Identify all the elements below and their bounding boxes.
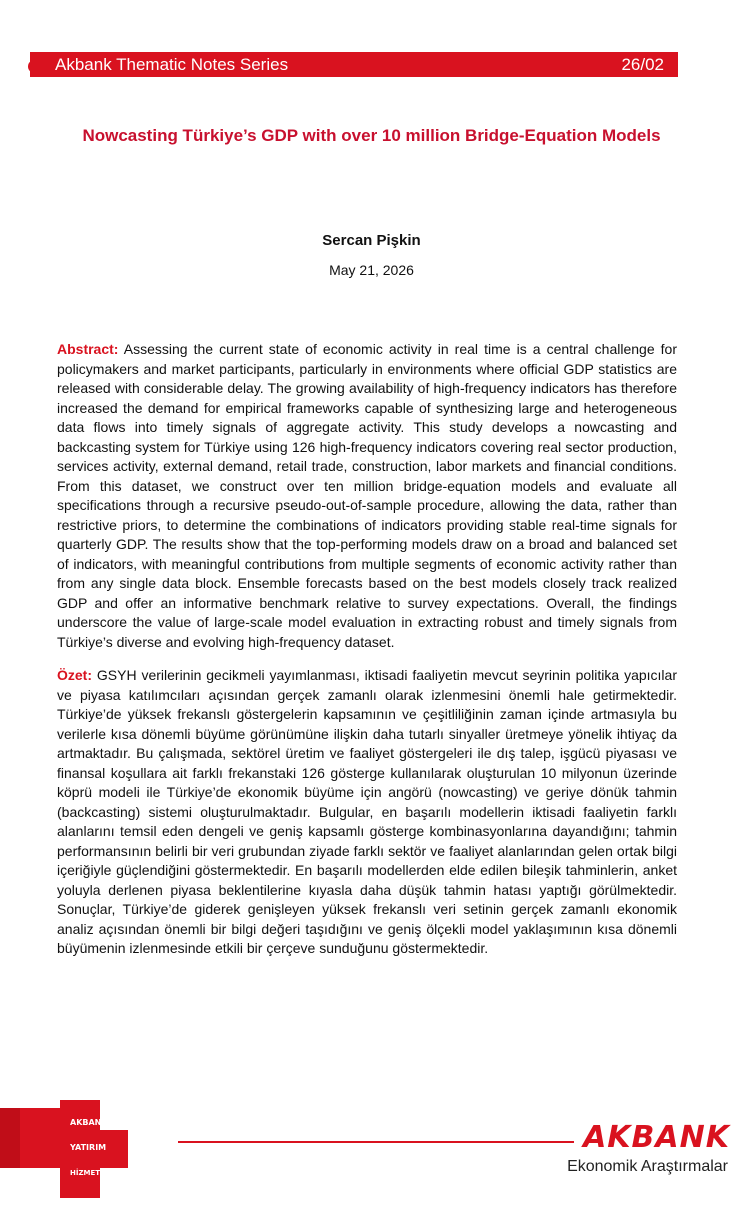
akbank-brand-logo: AKBANK bbox=[583, 1120, 730, 1155]
abstract-paragraph bbox=[57, 340, 677, 652]
ozet-paragraph bbox=[57, 666, 677, 959]
series-title: Akbank Thematic Notes Series bbox=[55, 55, 289, 74]
ozet-text: GSYH verilerinin gecikmeli yayımlanması, iktisadi faaliyetin mevcut seyrinin politika yapıcılar ve piyasa katılımcıları açısından gerçek zamanlı olarak izlenmesini önemli hale getirmektedir. Türkiye’de yüksek frekanslı göstergelerin kapsamının ve çeşitliliğinin zaman içinde artmasıyla bu verilerle kısa dönemli büyüme görünümüne ilişkin daha tutarlı sinyaller üretmeye yönelik ihtiyaç da artmaktadır. Bu çalışmada, sektörel üretim ve faaliyet göstergeleri ile dış talep, işgücü piyasası ve finansal koşullara ait farklı frekanstaki 126 gösterge kullanılarak oluşturulan 10 milyonun üzerinde köprü modeli ile Türkiye’de ekonomik büyüme için angörü (nowcasting) ve geriye dönük tahmin (backcasting) sistemi oluşturulmaktadır. Bulgular, en başarılı modellerin iktisadi faaliyetin farklı alanlarını temsil eden dengeli ve geniş kapsamlı gösterge kombinasyonlarına dayandığını; tahmin performansının belirli bir veri grubundan ziyade farklı sektör ve faaliyet alanlarından gelen ortak bilgi içeriğiyle güçlendiğini göstermektedir. En başarılı modellerden elde edilen bileşik tahminlerin, anket yoluyla derlenen piyasa beklentilerine kıyasla daha düşük tahmin hatası yaptığı görülmektedir. Sonuçlar, Türkiye’de giderek genişleyen yüksek frekanslı veri setinin gerçek zamanlı ekonomik analiz açısından önemli bir bilgi değeri taşıdığını ve geniş ölçekli model yaklaşımının kısa dönemli büyümenin izlenmesinde etkili bir çerçeve sunduğunu göstermektedir. bbox=[57, 667, 677, 956]
publication-date: May 21, 2026 bbox=[329, 262, 414, 278]
research-unit-label: Ekonomik Araştırmalar bbox=[567, 1158, 728, 1175]
ozet-label: Özet: bbox=[57, 667, 92, 683]
akbank-yatirim-logo bbox=[0, 1090, 160, 1205]
logo-line-2: YATIRIM bbox=[70, 1143, 107, 1152]
logo-line-3: HİZMETLERİ bbox=[70, 1169, 118, 1177]
series-header bbox=[30, 52, 678, 77]
abstract-text: Assessing the current state of economic activity in real time is a central challenge for policymakers and market participants, particularly in environments where official GDP statistics are released with considerable delay. The growing availability of high-frequency indicators has therefore increased the demand for empirical frameworks capable of synthesizing large and heterogeneous data flows into timely signals of aggregate activity. This study develops a nowcasting and backcasting system for Türkiye using 126 high-frequency indicators covering real sector production, services activity, external demand, retail trade, construction, labor markets and financial conditions. From this dataset, we construct over ten million bridge-equation models and evaluate all specifications through a recursive pseudo-out-of-sample procedure, allowing the data, rather than restrictive priors, to determine the combinations of indicators providing stable real-time signals for quarterly GDP. The results show that the top-performing models draw on a broad and balanced set of indicators, with meaningful contributions from multiple segments of economic activity rather than from any single data block. Ensemble forecasts based on the best models closely track realized GDP and offer an informative benchmark relative to survey expectations. Overall, the findings underscore the value of large-scale model evaluation in extracting robust and timely signals from Türkiye’s diverse and evolving high-frequency dataset. bbox=[57, 341, 677, 650]
abstract-label: Abstract: bbox=[57, 341, 119, 357]
author-name: Sercan Pişkin bbox=[322, 232, 421, 249]
logo-line-1: AKBANK bbox=[70, 1118, 108, 1127]
footer-divider bbox=[178, 1141, 574, 1143]
document-title: Nowcasting Türkiye’s GDP with over 10 million Bridge-Equation Models bbox=[82, 126, 661, 145]
series-number: 26/02 bbox=[621, 55, 664, 74]
